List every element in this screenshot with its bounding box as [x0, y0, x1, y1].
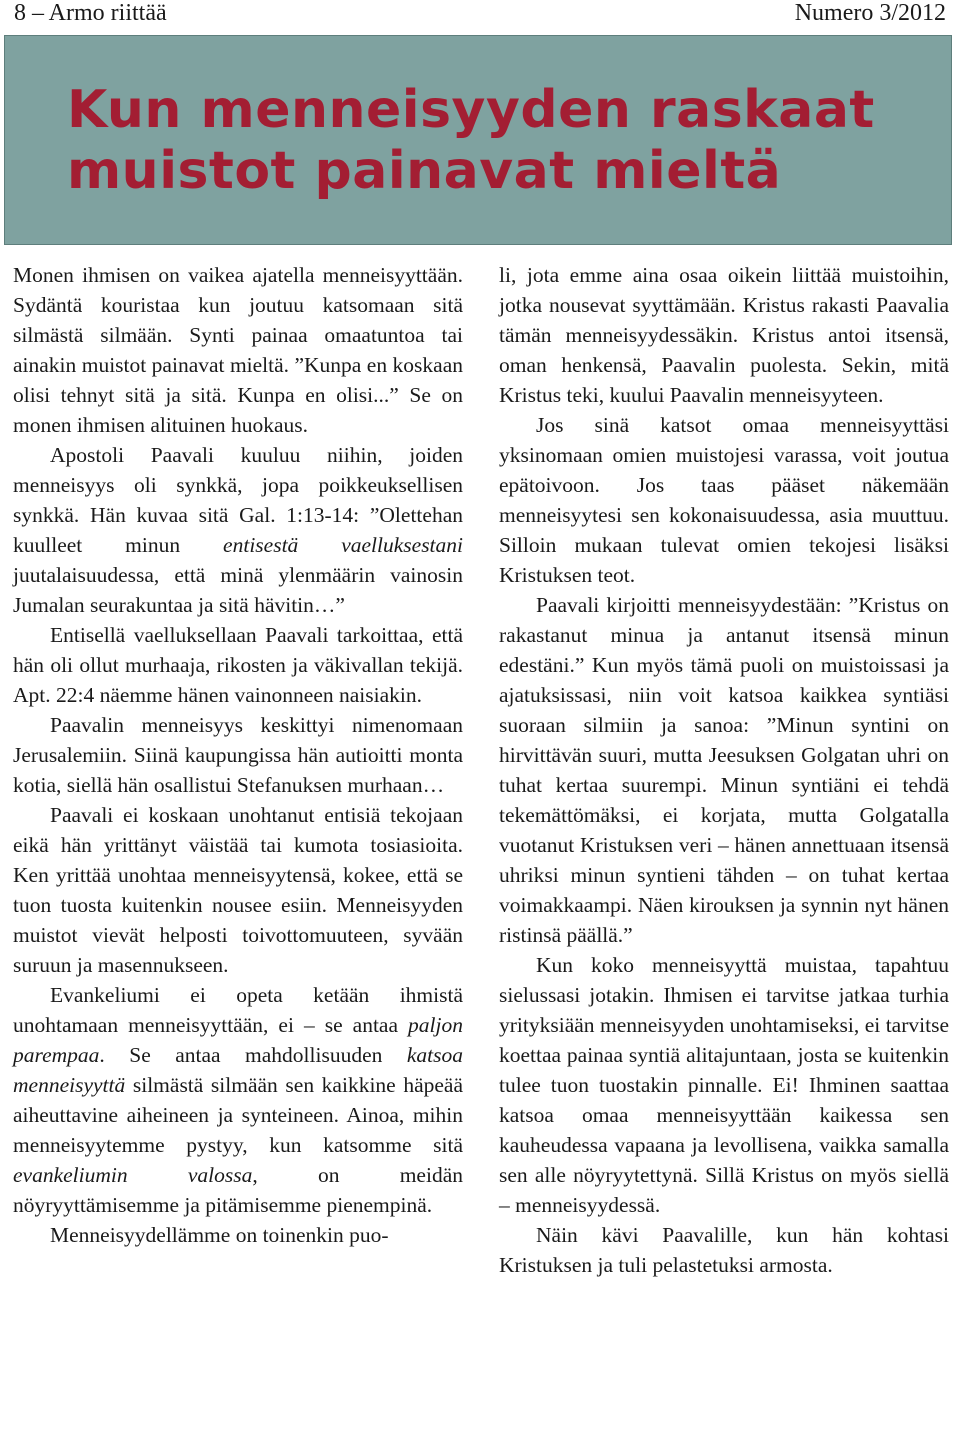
right-column — [499, 260, 949, 1280]
left-paragraph-1: Monen ihmisen on vaikea ajatella menneisyyttään. Sydäntä kouristaa kun joutuu katsomaan sitä silmästä silmään. Synti painaa omaatuntoa tai ainakin muistot painavat mieltä. ”Kunpa en koskaan olisi tehnyt sitä ja sitä. Kunpa en olisi...” Se on monen ihmisen alituinen huokaus. — [13, 263, 463, 437]
right-paragraph-5: Näin kävi Paavalille, kun hän kohtasi Kristuksen ja tuli pelastetuksi armosta. — [499, 1223, 949, 1277]
article-title — [67, 80, 951, 202]
right-paragraph-1: li, jota emme aina osaa oikein liittää muistoihin, jotka nousevat syyttämään. Kristus rakasti Paavalia tämän menneisyydessäkin. Kristus antoi itsensä, oman henkensä, Paavalin puolesta. Sekin, mitä Kristus teki, kuului Paavalin menneisyyteen. — [499, 263, 949, 407]
article-title-banner — [4, 35, 952, 245]
right-paragraph-2: Jos sinä katsot omaa menneisyyttäsi yksinomaan omien muistojesi varassa, voit joutua epätoivoon. Jos taas pääset näkemään menneisyytesi sen kokonaisuudessa, asia muuttuu. Silloin mukaan tulevat omien tekojesi lisäksi Kristuksen teot. — [499, 413, 949, 587]
article-title-line-1: Kun menneisyyden raskaat — [67, 80, 875, 140]
page-header — [14, 0, 946, 30]
left-paragraph-5: Paavali ei koskaan unohtanut entisiä tekojaan eikä hän yrittänyt väistää tai kumota tosiasioita. Ken yrittää unohtaa menneisyytensä, kokee, että se tuon tuosta kuitenkin nousee esiin. Menneisyyden muistot vievät helposti toivottomuuteen, syvään suruun ja masennukseen. — [13, 803, 463, 977]
left-paragraph-2: Apostoli Paavali kuuluu niihin, joiden menneisyys oli synkkä, jopa poikkeuksellisen synkkä. Hän kuvaa sitä Gal. 1:13-14: ”Olettehan kuulleet minun entisestä vaelluksestani juutalaisuudessa, että minä ylenmäärin vainosin Jumalan seurakuntaa ja sitä hävitin…” — [13, 443, 464, 617]
left-paragraph-6: Evankeliumi ei opeta ketään ihmistä unohtamaan menneisyyttään, ei – se antaa paljon parempaa. Se antaa mahdollisuuden katsoa menneisyyttä silmästä silmään sen kaikkine häpeää aiheuttavine aiheineen ja synteineen. Ainoa, mihin menneisyytemme pystyy, kun katsomme sitä evankeliumin valossa, on meidän nöyryyttämisemme ja pitämisemme pienempinä. — [13, 983, 463, 1217]
issue-number: Numero 3/2012 — [794, 0, 946, 26]
left-column — [13, 260, 463, 1250]
right-paragraph-4: Kun koko menneisyyttä muistaa, tapahtuu sielussasi jotakin. Ihmisen ei tarvitse jatkaa turhia yrityksiään menneisyyden unohtamiseksi, ei tarvitse koettaa painaa syntiä alitajuntaan, josta se kuitenkin tulee tuon tuostakin pinnalle. Ei! Ihminen saattaa katsoa omaa menneisyyttään kaikessa sen kauheudessa vapaana ja levollisena, vaikka samalla sen alle nöyryytettynä. Sillä Kristus on myös siellä – menneisyydessä. — [499, 953, 949, 1217]
right-paragraph-3: Paavali kirjoitti menneisyydestään: ”Kristus on rakastanut minua ja antanut itsensä minun edestäni.” Kun myös tämä puoli on muistoissasi ja ajatuksissasi, niin voit katsoa kaikkea syntiäsi suoraan silmiin ja sanoa: ”Minun syntini on hirvittävän suuri, mutta Jeesuksen Golgatan uhri on tuhat kertaa suurempi. Minun syntiäni ei tehdä tekemättömäksi, ei korjata, mutta Golgatalla vuotanut Kristuksen veri – hänen annettuaan itsensä uhriksi minun syntieni tähden – on tuhat kertaa voimakkaampi. Näen kirouksen ja synnin nyt hänen ristinsä päällä.” — [499, 593, 949, 947]
article-title-line-2: muistot painavat mieltä — [67, 141, 782, 201]
left-paragraph-3: Entisellä vaelluksellaan Paavali tarkoittaa, että hän oli ollut murhaaja, rikosten ja väkivallan tekijä. Apt. 22:4 näemme hänen vainonneen naisiakin. — [13, 623, 463, 707]
left-paragraph-4: Paavalin menneisyys keskittyi nimenomaan Jerusalemiin. Siinä kaupungissa hän autioitti monta kotia, siellä hän osallistui Stefanuksen murhaan… — [13, 713, 463, 797]
left-paragraph-7: Menneisyydellämme on toinenkin puo- — [50, 1223, 389, 1247]
page-label: 8 – Armo riittää — [14, 0, 167, 26]
